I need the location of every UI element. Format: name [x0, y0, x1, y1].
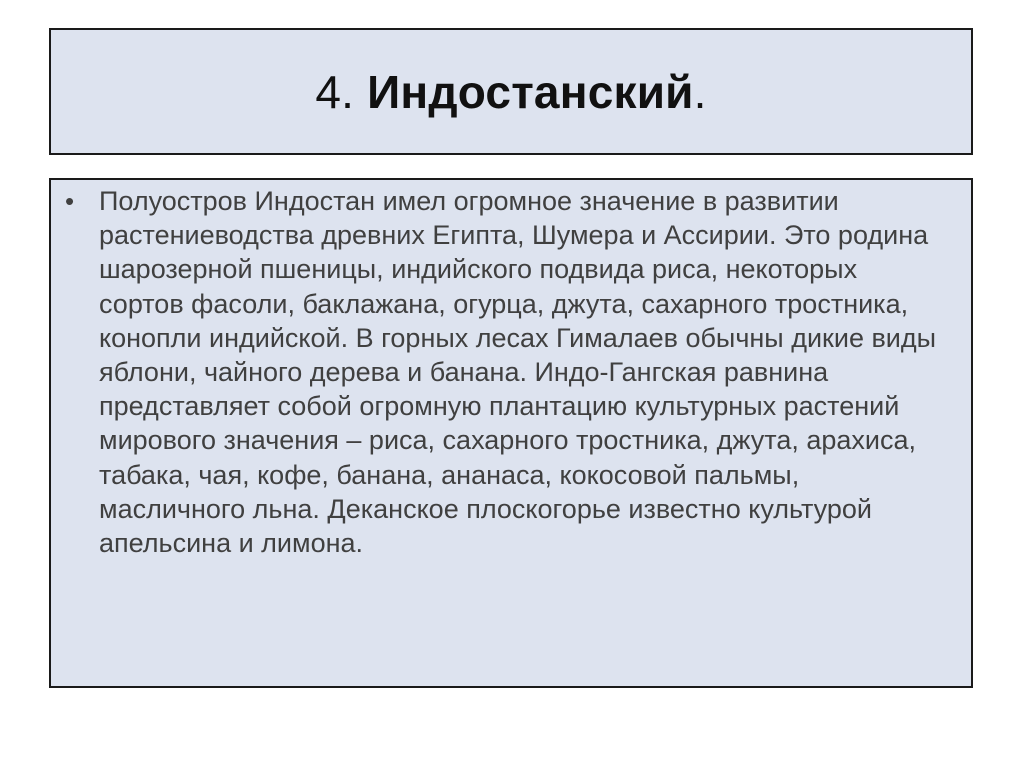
body-paragraph: Полуостров Индостан имел огромное значение в развитии растениеводства древних Египта, Шумера и Ассирии. Это родина шарозерной пшеницы, индийского подвида риса, некоторых сортов фасоли, баклажана, огурца, джута, сахарного тростника, конопли индийской. В горных лесах Гималаев обычны дикие виды яблони, чайного дерева и банана. Индо-Гангская равнина представляет собой огромную плантацию культурных растений мирового значения – риса, сахарного тростника, джута, арахиса, табака, чая, кофе, банана, ананаса, кокосовой пальмы, масличного льна. Деканское плоскогорье известно культурой апельсина и лимона.	[99, 186, 937, 559]
bullet-icon: •	[65, 186, 75, 216]
bullet-item	[65, 184, 945, 560]
slide-title	[315, 65, 706, 119]
title-text: Индостанский	[367, 65, 694, 118]
content-box	[49, 178, 973, 688]
title-dot: .	[693, 65, 707, 118]
title-box	[49, 28, 973, 155]
title-number: 4.	[315, 65, 355, 118]
